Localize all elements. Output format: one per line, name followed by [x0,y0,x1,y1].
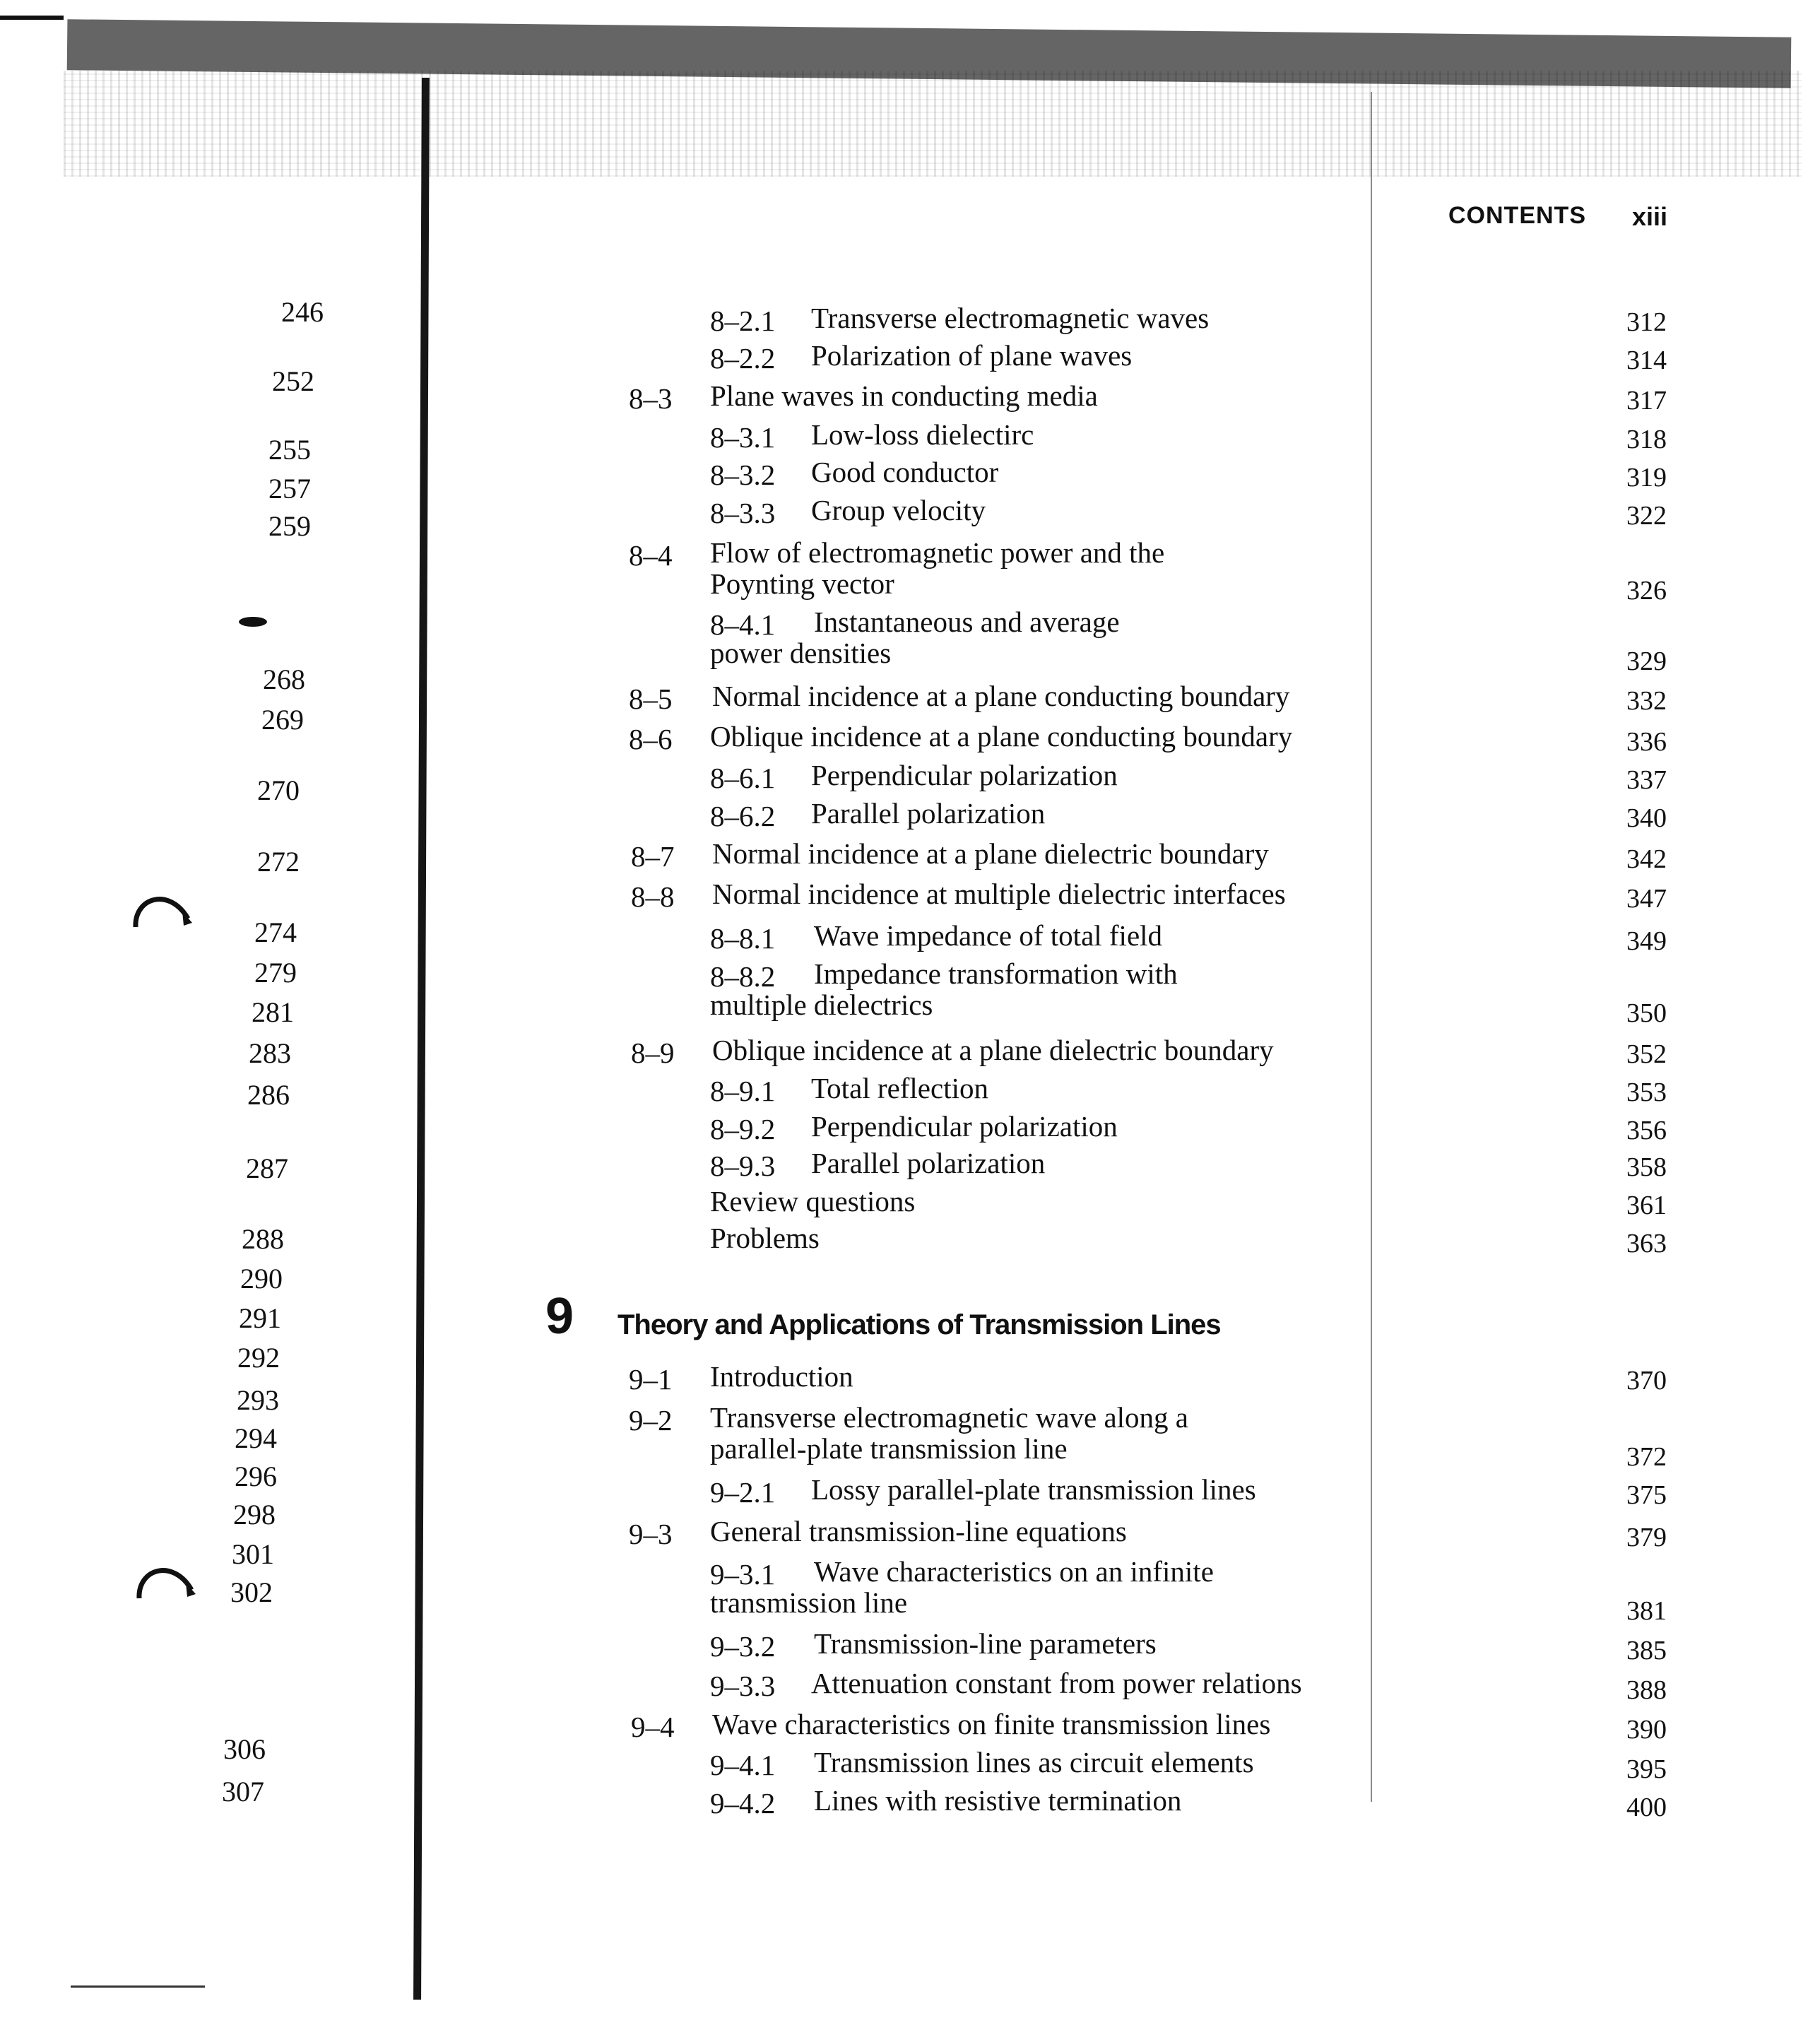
left-page-number: 270 [257,774,300,806]
toc-entry-number: 9–4.2 [710,1787,776,1819]
toc-entry-number: 8–4 [629,539,673,572]
toc-entry-page-number: 385 [1626,1636,1667,1665]
left-page-number: 268 [263,663,305,695]
left-page-number: 296 [235,1461,277,1492]
toc-entry-page-number: 337 [1626,765,1667,795]
left-page-number: 272 [257,846,300,878]
running-header-page-number: xiii [1632,202,1668,231]
toc-entry-title: Total reflection [811,1072,988,1104]
ink-blot [239,617,267,627]
toc-entry-number: 9–4.1 [710,1749,776,1781]
toc-entry-title: General transmission-line equations [710,1515,1127,1547]
toc-entry-page-number: 329 [1626,647,1667,676]
toc-entry-page-number: 379 [1626,1523,1667,1552]
toc-entry-title: Parallel polarization [811,797,1046,830]
toc-entry-page-number: 312 [1626,307,1667,337]
toc-entry-title: Impedance transformation with [814,957,1178,990]
left-page-number: 306 [223,1733,266,1765]
toc-entry-title-continued: parallel-plate transmission line [710,1432,1068,1465]
toc-entry-number: 8–6 [629,723,673,755]
toc-entry-title: Review questions [710,1185,916,1217]
toc-entry-title: Instantaneous and average [814,606,1120,638]
toc-entry-number: 8–9.3 [710,1150,776,1182]
toc-entry-number: 9–2.1 [710,1476,776,1509]
toc-entry-page-number: 332 [1626,686,1667,716]
toc-entry-page-number: 342 [1626,844,1667,874]
toc-entry-title-continued: transmission line [710,1586,908,1619]
toc-entry-page-number: 353 [1626,1078,1667,1107]
toc-entry-number: 8–9 [631,1037,675,1069]
toc-entry-number: 8–8.2 [710,960,776,993]
toc-entry-title: Perpendicular polarization [811,759,1118,791]
toc-entry-number: 8–3.3 [710,497,776,529]
toc-entry-title: Attenuation constant from power relations [811,1667,1302,1699]
toc-entry-number: 8–6.1 [710,762,776,794]
left-page-number: 286 [247,1079,290,1111]
pen-mark-icon-2 [131,1554,201,1611]
toc-entry-number: 8–7 [631,840,675,873]
toc-entry-title: Flow of electromagnetic power and the [710,536,1165,569]
toc-entry-number: 8–9.2 [710,1113,776,1145]
left-page-number: 294 [235,1422,277,1454]
chapter-title: Theory and Applications of Transmission Lines [618,1309,1221,1340]
toc-entry-number: 8–2.2 [710,342,776,374]
toc-entry-page-number: 336 [1626,727,1667,757]
toc-entry-title: Good conductor [811,456,999,488]
left-page-number: 279 [254,957,297,989]
left-page-number: 291 [239,1302,281,1334]
left-page-number: 246 [281,296,324,328]
left-page-number: 298 [233,1499,276,1530]
toc-entry-title: Lossy parallel-plate transmission lines [811,1473,1256,1506]
toc-entry-title: Wave characteristics on finite transmission lines [712,1708,1271,1740]
left-page-number: 307 [222,1776,264,1807]
toc-entry-title: Polarization of plane waves [811,339,1133,372]
toc-entry-page-number: 326 [1626,576,1667,606]
page-fold-line [1371,92,1372,1802]
running-header-label: CONTENTS [1448,202,1586,229]
toc-entry-page-number: 356 [1626,1116,1667,1145]
left-page-number: 290 [240,1263,283,1294]
toc-entry-title: Parallel polarization [811,1147,1046,1179]
toc-entry-number: 8–4.1 [710,608,776,641]
toc-entry-title: Perpendicular polarization [811,1110,1118,1143]
toc-entry-page-number: 390 [1626,1715,1667,1745]
toc-entry-title: Normal incidence at a plane dielectric boundary [712,837,1269,870]
top-left-corner-mark [0,16,64,20]
toc-entry-title: Normal incidence at a plane conducting boundary [712,680,1290,712]
toc-entry-title-continued: multiple dielectrics [710,989,933,1021]
toc-entry-title: Wave characteristics on an infinite [814,1555,1214,1588]
toc-entry-page-number: 347 [1626,884,1667,914]
toc-entry-title: Oblique incidence at a plane dielectric boundary [712,1034,1274,1066]
toc-entry-page-number: 400 [1626,1793,1667,1822]
left-page-number: 292 [237,1342,280,1374]
toc-entry-page-number: 322 [1626,501,1667,531]
toc-entry-title: Introduction [710,1360,853,1393]
toc-entry-title: Transmission-line parameters [814,1627,1157,1660]
toc-entry-number: 9–3.2 [710,1630,776,1663]
left-page-number: 302 [230,1576,273,1608]
toc-entry-page-number: 372 [1626,1442,1667,1472]
left-page-number: 283 [249,1037,291,1069]
left-page-number: 259 [268,510,311,542]
toc-entry-page-number: 358 [1626,1152,1667,1182]
toc-entry-number: 8–3.2 [710,459,776,491]
toc-entry-number: 8–5 [629,683,673,715]
pen-mark-icon [127,883,198,940]
toc-entry-page-number: 319 [1626,463,1667,492]
toc-entry-number: 9–2 [629,1404,673,1436]
left-page-number: 269 [261,704,304,736]
toc-entry-number: 9–3.1 [710,1558,776,1591]
left-page-number: 288 [242,1223,284,1255]
toc-entry-page-number: 363 [1626,1229,1667,1258]
chapter-number: 9 [545,1288,574,1345]
toc-entry-page-number: 375 [1626,1480,1667,1510]
toc-entry-number: 9–4 [631,1711,675,1743]
toc-entry-page-number: 395 [1626,1754,1667,1784]
toc-entry-number: 9–3 [629,1518,673,1550]
toc-entry-number: 8–6.2 [710,800,776,832]
toc-entry-number: 9–3.3 [710,1670,776,1702]
left-page-number: 274 [254,916,297,948]
toc-entry-page-number: 381 [1626,1596,1667,1626]
toc-entry-title: Low-loss dielectirc [811,418,1034,451]
left-page-number: 257 [268,473,311,505]
toc-entry-page-number: 370 [1626,1366,1667,1396]
left-page-number: 252 [272,365,314,397]
left-page-number: 301 [232,1538,274,1570]
toc-entry-number: 8–9.1 [710,1075,776,1107]
toc-entry-title: Wave impedance of total field [814,919,1163,952]
toc-entry-title: Problems [710,1222,820,1254]
toc-entry-number: 8–3.1 [710,421,776,454]
toc-entry-page-number: 350 [1626,998,1667,1028]
toc-entry-title-continued: power densities [710,637,892,669]
top-edge-noise [64,71,1802,177]
left-page-number: 287 [246,1152,288,1184]
left-page-number: 293 [237,1384,279,1416]
toc-entry-title: Normal incidence at multiple dielectric interfaces [712,878,1286,910]
toc-entry-title: Lines with resistive termination [814,1784,1182,1817]
toc-entry-number: 8–3 [629,382,673,415]
left-page-number: 281 [252,996,294,1028]
toc-entry-page-number: 349 [1626,926,1667,956]
toc-entry-page-number: 317 [1626,386,1667,415]
toc-entry-number: 9–1 [629,1363,673,1396]
toc-entry-title: Transmission lines as circuit elements [814,1746,1254,1778]
toc-entry-page-number: 388 [1626,1675,1667,1705]
toc-entry-page-number: 340 [1626,803,1667,833]
toc-entry-number: 8–2.1 [710,305,776,337]
toc-entry-title: Oblique incidence at a plane conducting boundary [710,720,1293,753]
left-page-number: 255 [268,434,311,466]
toc-entry-page-number: 352 [1626,1039,1667,1069]
toc-entry-page-number: 318 [1626,425,1667,454]
page-gutter-line [413,78,430,2000]
toc-entry-page-number: 314 [1626,346,1667,375]
toc-entry-number: 8–8 [631,880,675,913]
toc-entry-number: 8–8.1 [710,922,776,955]
toc-entry-title: Transverse electromagnetic waves [811,302,1210,334]
toc-entry-title-continued: Poynting vector [710,567,894,600]
toc-entry-title: Transverse electromagnetic wave along a [710,1401,1189,1434]
toc-entry-page-number: 361 [1626,1191,1667,1220]
toc-entry-title: Plane waves in conducting media [710,379,1098,412]
bottom-edge-line [71,1985,205,1988]
toc-entry-title: Group velocity [811,494,986,526]
